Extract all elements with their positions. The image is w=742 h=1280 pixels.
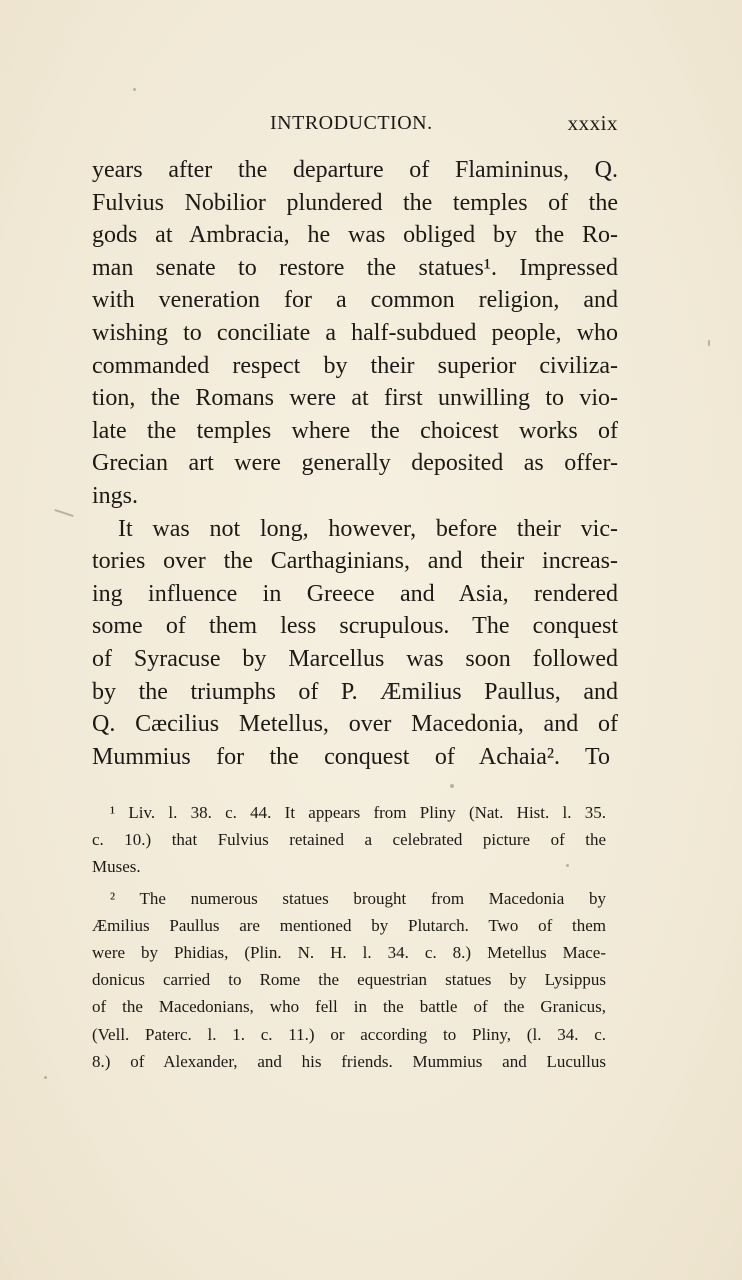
text-line: ing influence in Greece and Asia, rendered bbox=[92, 580, 618, 607]
footnote-line: Æmilius Paullus are mentioned by Plutarch. Two of them bbox=[92, 915, 606, 935]
text-line: Mummius for the conquest of Achaia². To bbox=[92, 743, 610, 770]
text-line: some of them less scrupulous. The conquest bbox=[92, 613, 618, 640]
footnotes bbox=[92, 799, 606, 1075]
text-line: late the temples where the choicest works of bbox=[92, 417, 618, 444]
footnote-line: (Vell. Paterc. l. 1. c. 11.) or according to Pliny, (l. 34. c. bbox=[92, 1024, 606, 1044]
text-line: tories over the Carthaginians, and their increas- bbox=[92, 548, 618, 575]
footnote-line: Muses. bbox=[92, 857, 141, 877]
footnote-line: ² The numerous statues brought from Macedonia by bbox=[110, 888, 606, 908]
text-line: years after the departure of Flamininus, Q. bbox=[92, 157, 618, 183]
paper-speck bbox=[44, 1076, 47, 1079]
text-line: Grecian art were generally deposited as offer- bbox=[92, 450, 618, 477]
paper-speck bbox=[566, 864, 569, 867]
text-line: ings. bbox=[92, 482, 139, 509]
text-line: gods at Ambracia, he was obliged by the Ro- bbox=[92, 222, 618, 249]
text-line: of Syracuse by Marcellus was soon followed bbox=[92, 645, 618, 672]
text-line: wishing to conciliate a half-subdued people, who bbox=[92, 319, 618, 346]
paper-speck bbox=[54, 509, 74, 517]
footnote-line: of the Macedonians, who fell in the battle of the Granicus, bbox=[92, 997, 606, 1017]
paper-speck bbox=[708, 340, 710, 346]
main-text bbox=[92, 154, 618, 773]
text-line: commanded respect by their superior civiliza- bbox=[92, 352, 618, 379]
running-title: INTRODUCTION. bbox=[270, 112, 433, 134]
paper-speck bbox=[450, 784, 454, 788]
text-line: man senate to restore the statues¹. Impressed bbox=[92, 254, 618, 281]
footnote-2 bbox=[92, 885, 606, 1075]
page-number: xxxix bbox=[567, 111, 618, 135]
text-line: tion, the Romans were at first unwilling to vio- bbox=[92, 385, 618, 412]
text-line: Q. Cæcilius Metellus, over Macedonia, and of bbox=[92, 711, 618, 738]
text-line: It was not long, however, before their vic- bbox=[118, 515, 618, 542]
footnote-line: donicus carried to Rome the equestrian statues by Lysippus bbox=[92, 970, 606, 990]
text-line: by the triumphs of P. Æmilius Paullus, and bbox=[92, 678, 618, 705]
running-header bbox=[92, 108, 618, 138]
paper-speck bbox=[133, 88, 136, 91]
text-line: with veneration for a common religion, and bbox=[92, 287, 618, 314]
footnote-1 bbox=[92, 799, 606, 881]
text-line: Fulvius Nobilior plundered the temples of the bbox=[92, 189, 618, 216]
footnote-line: ¹ Liv. l. 38. c. 44. It appears from Pliny (Nat. Hist. l. 35. bbox=[110, 803, 606, 822]
footnote-line: were by Phidias, (Plin. N. H. l. 34. c. 8.) Metellus Mace- bbox=[92, 942, 606, 962]
footnote-line: c. 10.) that Fulvius retained a celebrated picture of the bbox=[92, 830, 606, 850]
footnote-line: 8.) of Alexander, and his friends. Mummius and Lucullus bbox=[92, 1051, 606, 1071]
